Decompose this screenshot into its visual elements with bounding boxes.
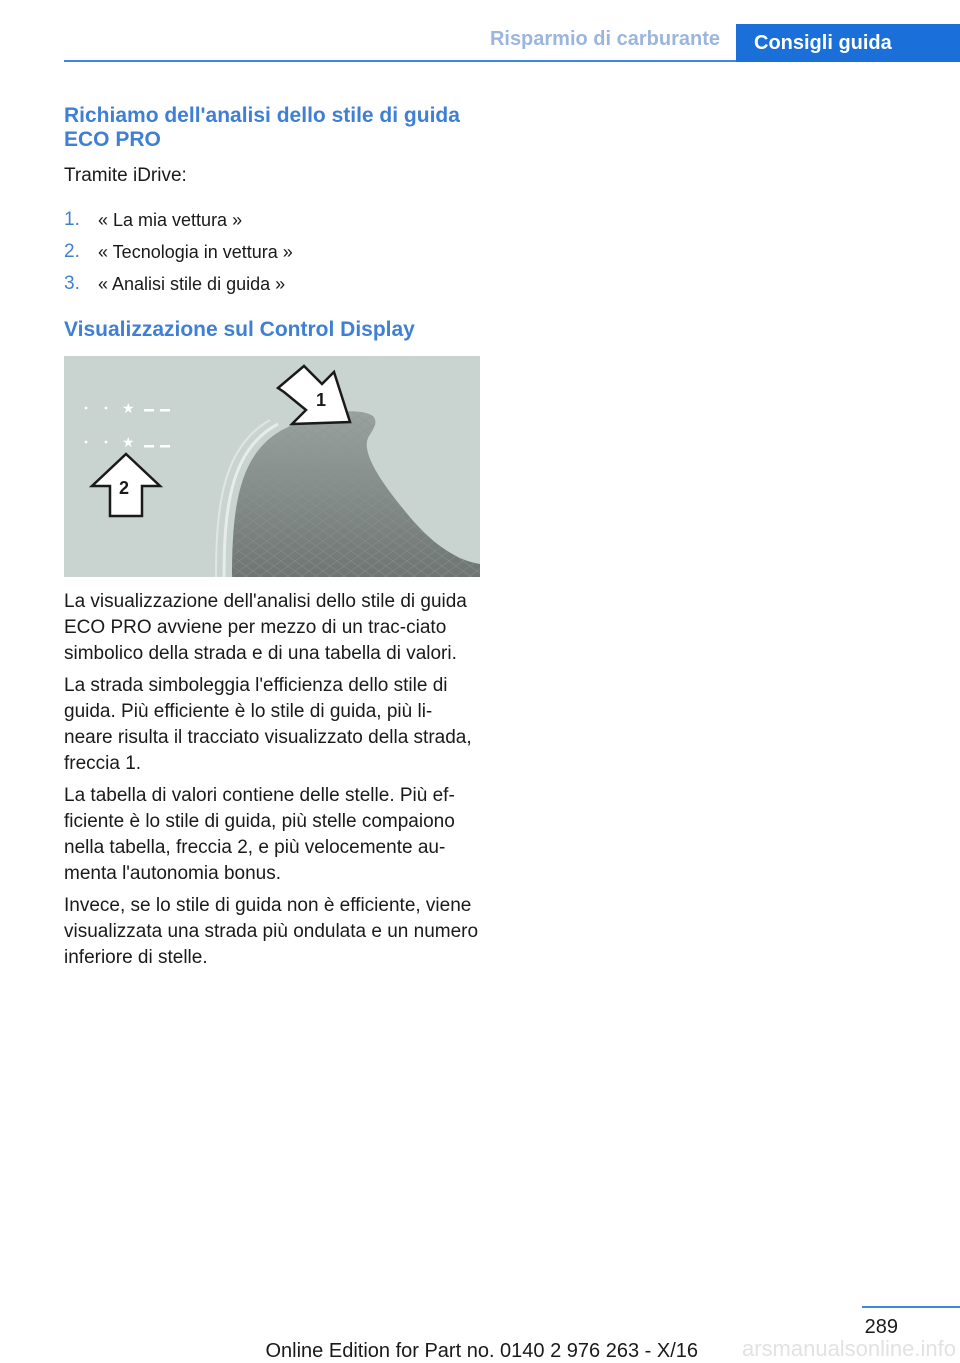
step-item bbox=[64, 240, 480, 264]
step-item bbox=[64, 208, 480, 232]
control-display-illustration bbox=[64, 356, 480, 577]
arrow-2-label: 2 bbox=[119, 478, 130, 498]
body-paragraph: La tabella di valori contiene delle stelle. Più ef-ficiente è lo stile di guida, più stelle compaiono nella tabella, freccia 2, e più velocemente au-menta l'autonomia bonus. bbox=[64, 785, 455, 884]
step-number: 1. bbox=[64, 209, 80, 230]
header-rule bbox=[64, 60, 736, 62]
svg-text:★: ★ bbox=[122, 401, 135, 417]
footer-rule bbox=[862, 1306, 960, 1308]
footer-edition: Online Edition for Part no. 0140 2 976 263 - X/16 bbox=[265, 1340, 698, 1362]
section-heading-analysis: Richiamo dell'analisi dello stile di guida ECO PRO bbox=[64, 104, 460, 151]
intro-text: Tramite iDrive: bbox=[64, 165, 187, 186]
page-number: 289 bbox=[864, 1316, 898, 1338]
header-chapter-tab: Consigli guida bbox=[736, 24, 960, 62]
idrive-steps bbox=[64, 208, 480, 296]
step-number: 2. bbox=[64, 241, 80, 262]
step-text: « Tecnologia in vettura » bbox=[98, 242, 293, 262]
header-section-title: Risparmio di carburante bbox=[489, 28, 720, 50]
body-paragraph: Invece, se lo stile di guida non è efficiente, viene visualizzata una strada più ondulata e un numero inferiore di stelle. bbox=[64, 895, 479, 968]
step-number: 3. bbox=[64, 273, 80, 294]
step-item bbox=[64, 272, 480, 296]
body-paragraph: La visualizzazione dell'analisi dello stile di guida ECO PRO avviene per mezzo di un trac-ciato simbolico della strada e di una tabella di valori. bbox=[64, 591, 467, 664]
svg-text:★: ★ bbox=[122, 435, 135, 451]
watermark: arsmanualsonline.info bbox=[741, 1336, 956, 1361]
section-heading-display: Visualizzazione sul Control Display bbox=[64, 318, 415, 341]
body-paragraph: La strada simboleggia l'efficienza dello stile di guida. Più efficiente è lo stile di guida, più li-neare risulta il tracciato visualizzato della strada, freccia 1. bbox=[64, 675, 472, 774]
page-content bbox=[64, 104, 480, 977]
step-text: « Analisi stile di guida » bbox=[98, 274, 286, 294]
arrow-1-label: 1 bbox=[316, 390, 327, 410]
control-display-figure bbox=[64, 356, 480, 577]
step-text: « La mia vettura » bbox=[98, 210, 243, 230]
